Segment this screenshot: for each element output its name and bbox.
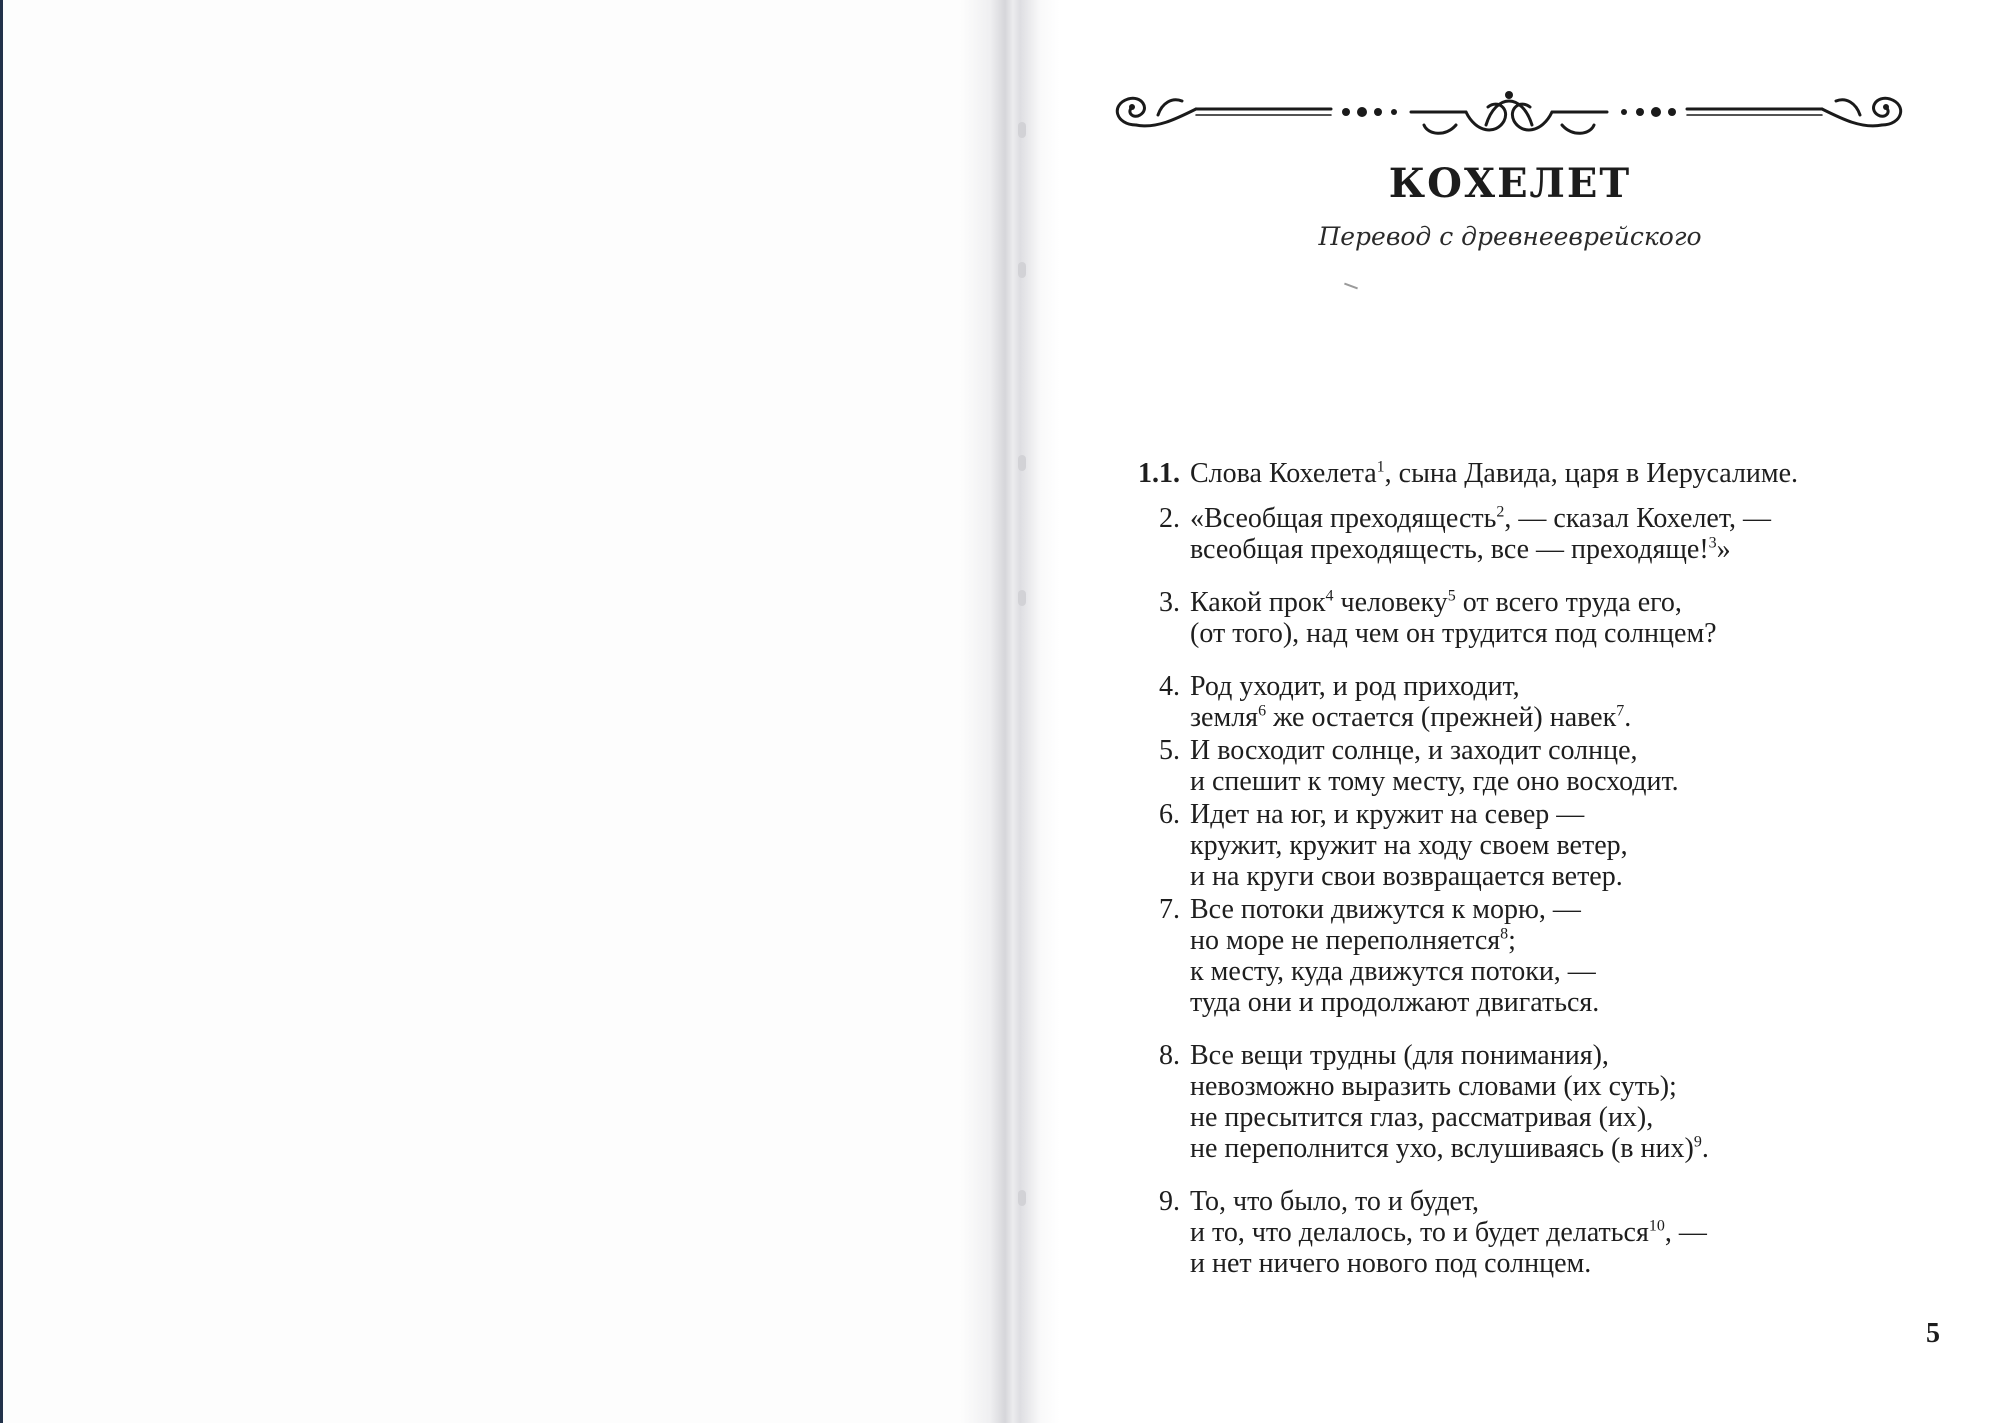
verse-number: 7. [1159, 894, 1180, 925]
verse-text: , — [1664, 1217, 1707, 1248]
page-number: 5 [1926, 1318, 1940, 1349]
verse-line [1190, 799, 1980, 830]
verse-text: всеобщая преходящесть, все — преходяще! [1190, 534, 1709, 565]
footnote-marker[interactable]: 8 [1500, 925, 1509, 943]
verse-line [1190, 534, 1980, 565]
verse [1120, 587, 1980, 649]
verse-line [1190, 1248, 1980, 1279]
verse-text: и то, что делалось, то и будет делаться [1190, 1217, 1649, 1248]
verse-line [1190, 1217, 1980, 1248]
verse [1120, 799, 1980, 892]
verse-text: туда они и продолжают двигаться. [1190, 987, 1600, 1018]
verse-line [1190, 987, 1980, 1018]
verse-text: . [1624, 702, 1632, 733]
verse-number: 2. [1159, 503, 1180, 534]
verse [1120, 1040, 1980, 1164]
verse-text: и на круги свои возвращается ветер. [1190, 861, 1623, 892]
verse-line [1190, 458, 1980, 489]
footnote-marker[interactable]: 2 [1496, 503, 1505, 521]
verse [1120, 735, 1980, 797]
verse-text: не пресытится глаз, рассматривая (их), [1190, 1102, 1654, 1133]
verse-line [1190, 830, 1980, 861]
verse-line [1190, 1186, 1980, 1217]
verse-line [1190, 587, 1980, 618]
verse-text: И восходит солнце, и заходит солнце, [1190, 735, 1638, 766]
verse-text: Все вещи трудны (для понимания), [1190, 1040, 1609, 1071]
verse-text: Слова Кохелета [1190, 458, 1377, 489]
verse-line [1190, 766, 1980, 797]
verse-number: 1.1. [1138, 458, 1180, 489]
document-title: КОХЕЛЕТ [1388, 160, 1632, 207]
verse-number: 9. [1159, 1186, 1180, 1217]
verse-text: «Всеобщая преходящесть [1190, 503, 1497, 534]
verse-text: » [1716, 534, 1731, 565]
verse-text: (от того), над чем он трудится под солнцем? [1190, 618, 1717, 649]
verse-text: , — сказал Кохелет, — [1504, 503, 1771, 534]
verse-text: Все потоки движутся к морю, — [1190, 894, 1581, 925]
footnote-marker[interactable]: 10 [1648, 1217, 1665, 1235]
binding-stitch [1018, 262, 1026, 278]
verse-line [1190, 503, 1980, 534]
verse-line [1190, 1071, 1980, 1102]
verse-text: человеку [1333, 587, 1448, 618]
verse-text: и нет ничего нового под солнцем. [1190, 1248, 1592, 1279]
footnote-marker[interactable]: 9 [1693, 1133, 1702, 1151]
verse [1120, 503, 1980, 565]
verse-line [1190, 702, 1980, 733]
verse-line [1190, 956, 1980, 987]
verse [1120, 671, 1980, 733]
verse-text: Идет на юг, и кружит на север — [1190, 799, 1585, 830]
verse-text: к месту, куда движутся потоки, — [1190, 956, 1596, 987]
verse-text: ; [1508, 925, 1516, 956]
binding-stitch [1018, 1190, 1026, 1206]
footnote-marker[interactable]: 4 [1325, 587, 1334, 605]
verse-line [1190, 618, 1980, 649]
verse-text: кружит, кружит на ходу своем ветер, [1190, 830, 1628, 861]
verse-text: Род уходит, и род приходит, [1190, 671, 1520, 702]
verse-text: невозможно выразить словами (их суть); [1190, 1071, 1677, 1102]
verse-number: 5. [1159, 735, 1180, 766]
ornamental-header-divider-icon [1106, 85, 1912, 145]
verse-line [1190, 1040, 1980, 1071]
verse-line [1190, 735, 1980, 766]
verse-text: земля [1190, 702, 1259, 733]
binding-stitch [1018, 122, 1026, 138]
verse [1120, 1186, 1980, 1279]
verse-number: 4. [1159, 671, 1180, 702]
footnote-marker[interactable]: 7 [1616, 702, 1625, 720]
verse-text: но море не переполняется [1190, 925, 1501, 956]
verse-line [1190, 861, 1980, 892]
verse-line [1190, 894, 1980, 925]
verse-line [1190, 1133, 1980, 1164]
verse-text: и спешит к тому месту, где оно восходит. [1190, 766, 1679, 797]
book-gutter [960, 0, 1060, 1423]
verse-line [1190, 925, 1980, 956]
verse-text: не переполнится ухо, вслушиваясь (в них) [1190, 1133, 1694, 1164]
left-page-blank [3, 0, 1005, 1423]
verse-text: от всего труда его, [1455, 587, 1682, 618]
document-subtitle: Перевод с древнееврейского [1318, 222, 1702, 251]
verse [1120, 894, 1980, 1018]
verse-text: , сына Давида, царя в Иерусалиме. [1384, 458, 1799, 489]
verse-number: 3. [1159, 587, 1180, 618]
footnote-marker[interactable]: 6 [1258, 702, 1267, 720]
binding-stitch [1018, 455, 1026, 471]
verse-number: 6. [1159, 799, 1180, 830]
verse-list [1120, 458, 1980, 1279]
verse-number: 8. [1159, 1040, 1180, 1071]
verse-line [1190, 1102, 1980, 1133]
binding-stitch [1018, 590, 1026, 606]
footnote-marker[interactable]: 5 [1447, 587, 1456, 605]
footnote-marker[interactable]: 1 [1376, 458, 1385, 476]
verse-text: . [1701, 1133, 1709, 1164]
footnote-marker[interactable]: 3 [1708, 534, 1717, 552]
verse-text: То, что было, то и будет, [1190, 1186, 1480, 1217]
verse-line [1190, 671, 1980, 702]
verse [1120, 458, 1980, 489]
verse-text: Какой прок [1190, 587, 1326, 618]
verse-text: же остается (прежней) навек [1266, 702, 1617, 733]
